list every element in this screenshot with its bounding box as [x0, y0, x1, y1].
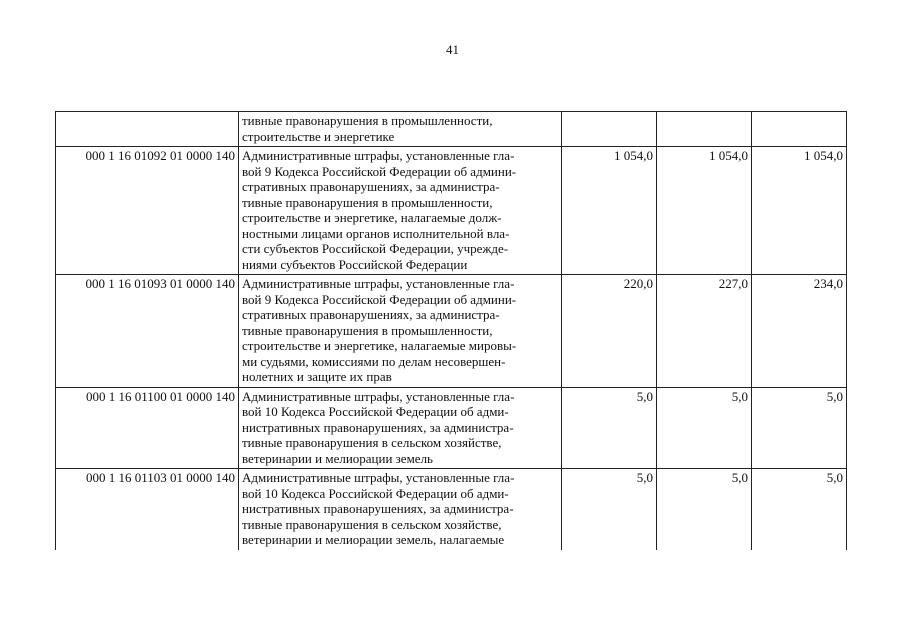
description-line: Административные штрафы, установленные гла- — [242, 388, 515, 404]
description-line: тивные правонарушения в сельском хозяйстве, — [242, 516, 502, 532]
description-line: ветеринарии и мелиорации земель, налагаемые — [242, 532, 505, 547]
description-line: Административные штрафы, установленные гла- — [242, 276, 515, 291]
description-cell — [239, 112, 562, 147]
description-cell — [239, 469, 562, 550]
page-number: 41 — [446, 42, 459, 57]
amount-year-2-cell: 5,0 — [657, 469, 752, 550]
description-cell — [239, 387, 562, 469]
description-line: тивные правонарушения в сельском хозяйстве, — [242, 435, 502, 450]
amount-year-3-cell: 1 054,0 — [752, 147, 847, 275]
table-row — [56, 147, 847, 275]
amount-year-1-cell: 220,0 — [562, 275, 657, 388]
description-line: вой 9 Кодекса Российской Федерации об админи- — [242, 163, 517, 179]
description-line: нистративных правонарушениях, за администра- — [242, 501, 514, 516]
description-line: нолетних и защите их прав — [242, 369, 392, 384]
description-line: тивные правонарушения в промышленности, — [242, 113, 493, 128]
description-line: ветеринарии и мелиорации земель — [242, 450, 433, 466]
table-row — [56, 387, 847, 469]
amount-year-3-cell — [752, 112, 847, 147]
classification-code-cell: 000 1 16 01093 01 0000 140 — [56, 275, 239, 388]
description-line: стративных правонарушениях, за администра- — [242, 307, 500, 322]
table-row — [56, 112, 847, 147]
classification-code-cell — [56, 112, 239, 147]
description-line: вой 10 Кодекса Российской Федерации об адми- — [242, 404, 509, 419]
description-line: строительстве и энергетике, налагаемые долж- — [242, 210, 502, 225]
classification-code-cell: 000 1 16 01100 01 0000 140 — [56, 387, 239, 469]
amount-year-2-cell — [657, 112, 752, 147]
description-line: Административные штрафы, установленные гла- — [242, 470, 515, 485]
amount-year-2-cell: 227,0 — [657, 275, 752, 388]
description-cell — [239, 275, 562, 388]
description-line: вой 10 Кодекса Российской Федерации об адми- — [242, 485, 509, 501]
description-line: сти субъектов Российской Федерации, учрежде- — [242, 241, 509, 256]
amount-year-1-cell: 1 054,0 — [562, 147, 657, 275]
description-line: вой 9 Кодекса Российской Федерации об админи- — [242, 291, 517, 307]
table-row — [56, 469, 847, 550]
classification-code-cell: 000 1 16 01092 01 0000 140 — [56, 147, 239, 275]
description-line: тивные правонарушения в промышленности, — [242, 194, 493, 210]
classification-code-cell: 000 1 16 01103 01 0000 140 — [56, 469, 239, 550]
amount-year-1-cell: 5,0 — [562, 469, 657, 550]
description-line: ниями субъектов Российской Федерации — [242, 256, 468, 272]
amount-year-3-cell: 5,0 — [752, 469, 847, 550]
amount-year-2-cell: 5,0 — [657, 387, 752, 469]
amount-year-3-cell: 234,0 — [752, 275, 847, 388]
table-row — [56, 275, 847, 388]
description-line: строительстве и энергетике, налагаемые мировы- — [242, 338, 517, 353]
budget-revenue-table — [55, 111, 847, 550]
description-cell — [239, 147, 562, 275]
description-line: тивные правонарушения в промышленности, — [242, 322, 493, 338]
description-line: ностными лицами органов исполнительной вла- — [242, 225, 510, 241]
amount-year-3-cell: 5,0 — [752, 387, 847, 469]
amount-year-2-cell: 1 054,0 — [657, 147, 752, 275]
description-line: стративных правонарушениях, за администра- — [242, 179, 500, 194]
description-line: нистративных правонарушениях, за администра- — [242, 419, 514, 435]
description-line: ми судьями, комиссиями по делам несовершен- — [242, 353, 506, 369]
amount-year-1-cell — [562, 112, 657, 147]
amount-year-1-cell: 5,0 — [562, 387, 657, 469]
description-line: строительстве и энергетике — [242, 128, 395, 144]
description-line: Административные штрафы, установленные гла- — [242, 148, 515, 163]
